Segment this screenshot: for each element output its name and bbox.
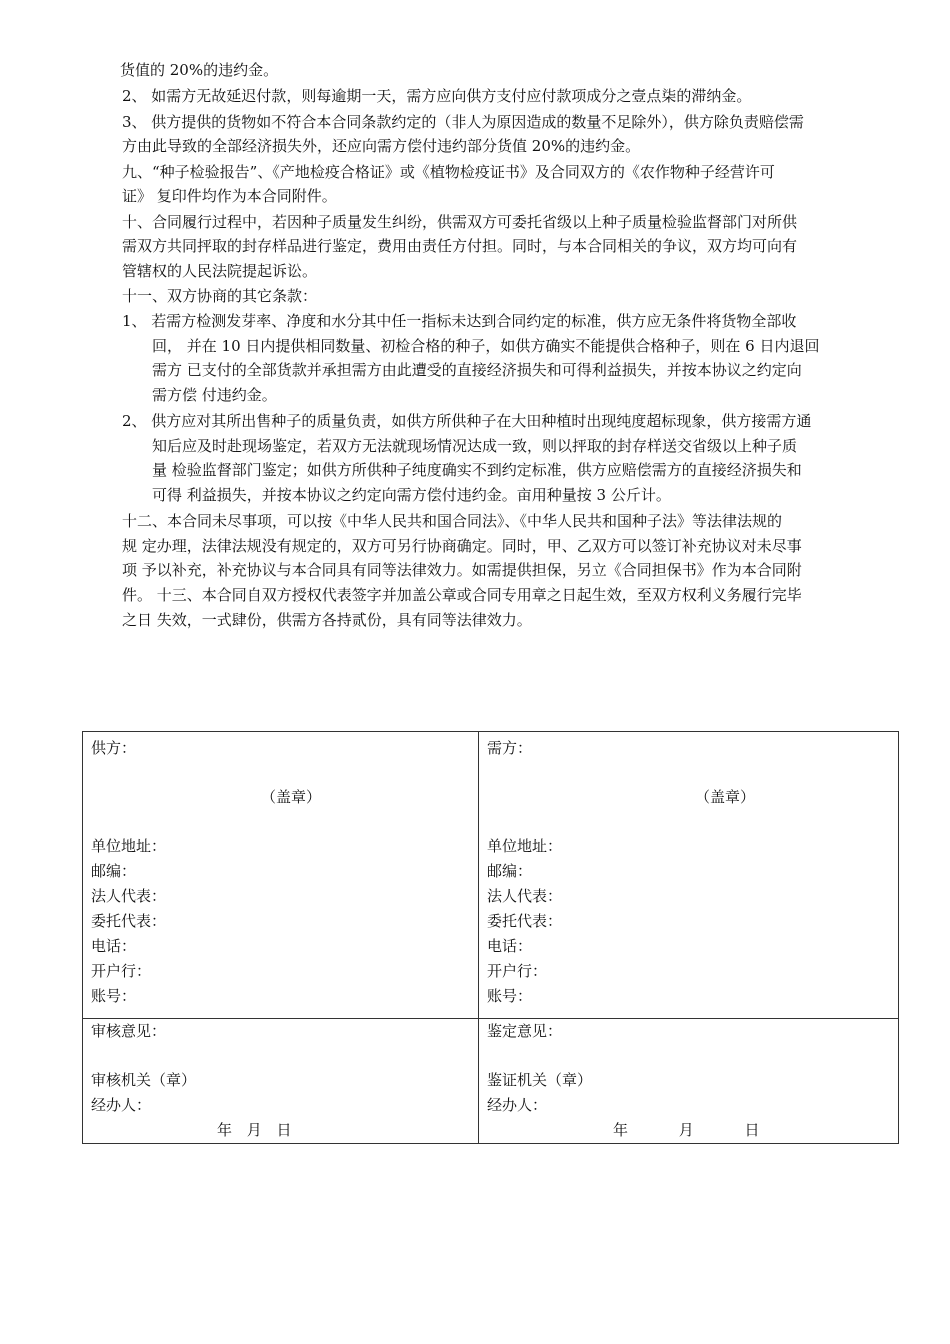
- review-cell: [83, 1019, 479, 1144]
- party-row: [83, 732, 899, 1019]
- clause-9-line-1: 九、“种子检验报告”、《产地检疫合格证》或《植物检疫证书》及合同双方的《农作物种子经营许可: [122, 163, 775, 181]
- clause-10-line-3: 管辖权的人民法院提起诉讼。: [122, 262, 318, 280]
- supplier-postcode-label: 邮编：: [91, 862, 137, 880]
- paragraph-line: 货值的 20%的违约金。: [120, 61, 279, 79]
- clause-12-line-2: 规 定办理，法律法规没有规定的，双方可另行协商确定。同时，甲、乙双方可以签订补充协议对未尽事: [122, 537, 802, 555]
- supplier-cell: [83, 732, 479, 1019]
- supplier-account-label: 账号：: [91, 987, 137, 1005]
- buyer-bank-label: 开户行：: [487, 962, 548, 980]
- clause-11-item-2-line-2: 知后应及时赴现场鉴定，若双方无法就现场情况达成一致，则以抨取的封存样送交省级以上种子质: [152, 437, 798, 455]
- clause-9-line-2: 证》 复印件均作为本合同附件。: [122, 187, 337, 205]
- clause-13-line-1: 件。 十三、本合同自双方授权代表签字并加盖公章或合同专用章之日起生效，至双方权利义务履行完毕: [122, 586, 802, 604]
- clause-2-late-payment: 2、 如需方无故延迟付款，则每逾期一天，需方应向供方支付应付款项成分之壹点柒的滞纳金。: [122, 87, 752, 105]
- supplier-bank-label: 开户行：: [91, 962, 152, 980]
- appraisal-date-label: 年 月 日: [613, 1121, 760, 1139]
- buyer-phone-label: 电话：: [487, 937, 533, 955]
- buyer-cell: [479, 732, 899, 1019]
- supplier-legal-rep-label: 法人代表：: [91, 887, 167, 905]
- clause-11-item-1-line-1: 1、 若需方检测发芽率、净度和水分其中任一指标未达到合同约定的标准，供方应无条件将货物全部收: [122, 312, 797, 330]
- appraisal-cell: [479, 1019, 899, 1144]
- buyer-legal-rep-label: 法人代表：: [487, 887, 563, 905]
- supplier-seal: （盖章）: [261, 788, 322, 806]
- approval-row: [83, 1019, 899, 1144]
- appraisal-handler-label: 经办人：: [487, 1096, 548, 1114]
- buyer-account-label: 账号：: [487, 987, 533, 1005]
- review-date-label: 年 月 日: [217, 1121, 292, 1139]
- review-authority-label: 审核机关（章）: [91, 1071, 197, 1089]
- clause-11-item-2-line-3: 量 检验监督部门鉴定；如供方所供种子纯度确实不到约定标准，供方应赔偿需方的直接经济损失和: [152, 461, 802, 479]
- buyer-seal: （盖章）: [695, 788, 756, 806]
- clause-11-heading: 十一、双方协商的其它条款：: [122, 287, 318, 305]
- clause-12-line-1: 十二、本合同未尽事项，可以按《中华人民共和国合同法》、《中华人民共和国种子法》等法律法规的: [122, 512, 783, 530]
- clause-11-item-2-line-4: 可得 利益损失，并按本协议之约定向需方偿付违约金。亩用种量按 3 公斤计。: [152, 486, 671, 504]
- supplier-phone-label: 电话：: [91, 937, 137, 955]
- clause-13-line-2: 之日 失效，一式肆份，供需方各持贰份，具有同等法律效力。: [122, 611, 532, 629]
- supplier-address-label: 单位地址：: [91, 837, 167, 855]
- appraisal-opinion-label: 鉴定意见：: [487, 1022, 563, 1040]
- buyer-agent-label: 委托代表：: [487, 912, 563, 930]
- clause-12-line-3: 项 予以补充，补充协议与本合同具有同等法律效力。如需提供担保，另立《合同担保书》作为本合同附: [122, 561, 802, 579]
- signature-table: [82, 731, 899, 1144]
- buyer-title: 需方：: [487, 739, 533, 757]
- clause-3-line-1: 3、 供方提供的货物如不符合本合同条款约定的（非人为原因造成的数量不足除外），供方除负责赔偿需: [122, 113, 804, 131]
- clause-10-line-2: 需双方共同抨取的封存样品进行鉴定，费用由责任方付担。同时，与本合同相关的争议，双方均可向有: [122, 237, 798, 255]
- supplier-agent-label: 委托代表：: [91, 912, 167, 930]
- clause-3-line-2: 方由此导致的全部经济损失外，还应向需方偿付违约部分货值 20%的违约金。: [122, 137, 641, 155]
- clause-11-item-1-line-4: 需方偿 付违约金。: [152, 386, 277, 404]
- clause-11-item-2-line-1: 2、 供方应对其所出售种子的质量负责，如供方所供种子在大田种植时出现纯度超标现象，供方接需方通: [122, 412, 812, 430]
- buyer-postcode-label: 邮编：: [487, 862, 533, 880]
- review-opinion-label: 审核意见：: [91, 1022, 167, 1040]
- clause-11-item-1-line-2: 回， 并在 10 日内提供相同数量、初检合格的种子，如供方确实不能提供合格种子，则在 6 日内退回: [152, 337, 820, 355]
- appraisal-authority-label: 鉴证机关（章）: [487, 1071, 593, 1089]
- supplier-title: 供方：: [91, 739, 137, 757]
- buyer-address-label: 单位地址：: [487, 837, 563, 855]
- clause-11-item-1-line-3: 需方 已支付的全部货款并承担需方由此遭受的直接经济损失和可得利益损失，并按本协议之约定向: [152, 361, 802, 379]
- review-handler-label: 经办人：: [91, 1096, 152, 1114]
- clause-10-line-1: 十、合同履行过程中，若因种子质量发生纠纷，供需双方可委托省级以上种子质量检验监督部门对所供: [122, 213, 798, 231]
